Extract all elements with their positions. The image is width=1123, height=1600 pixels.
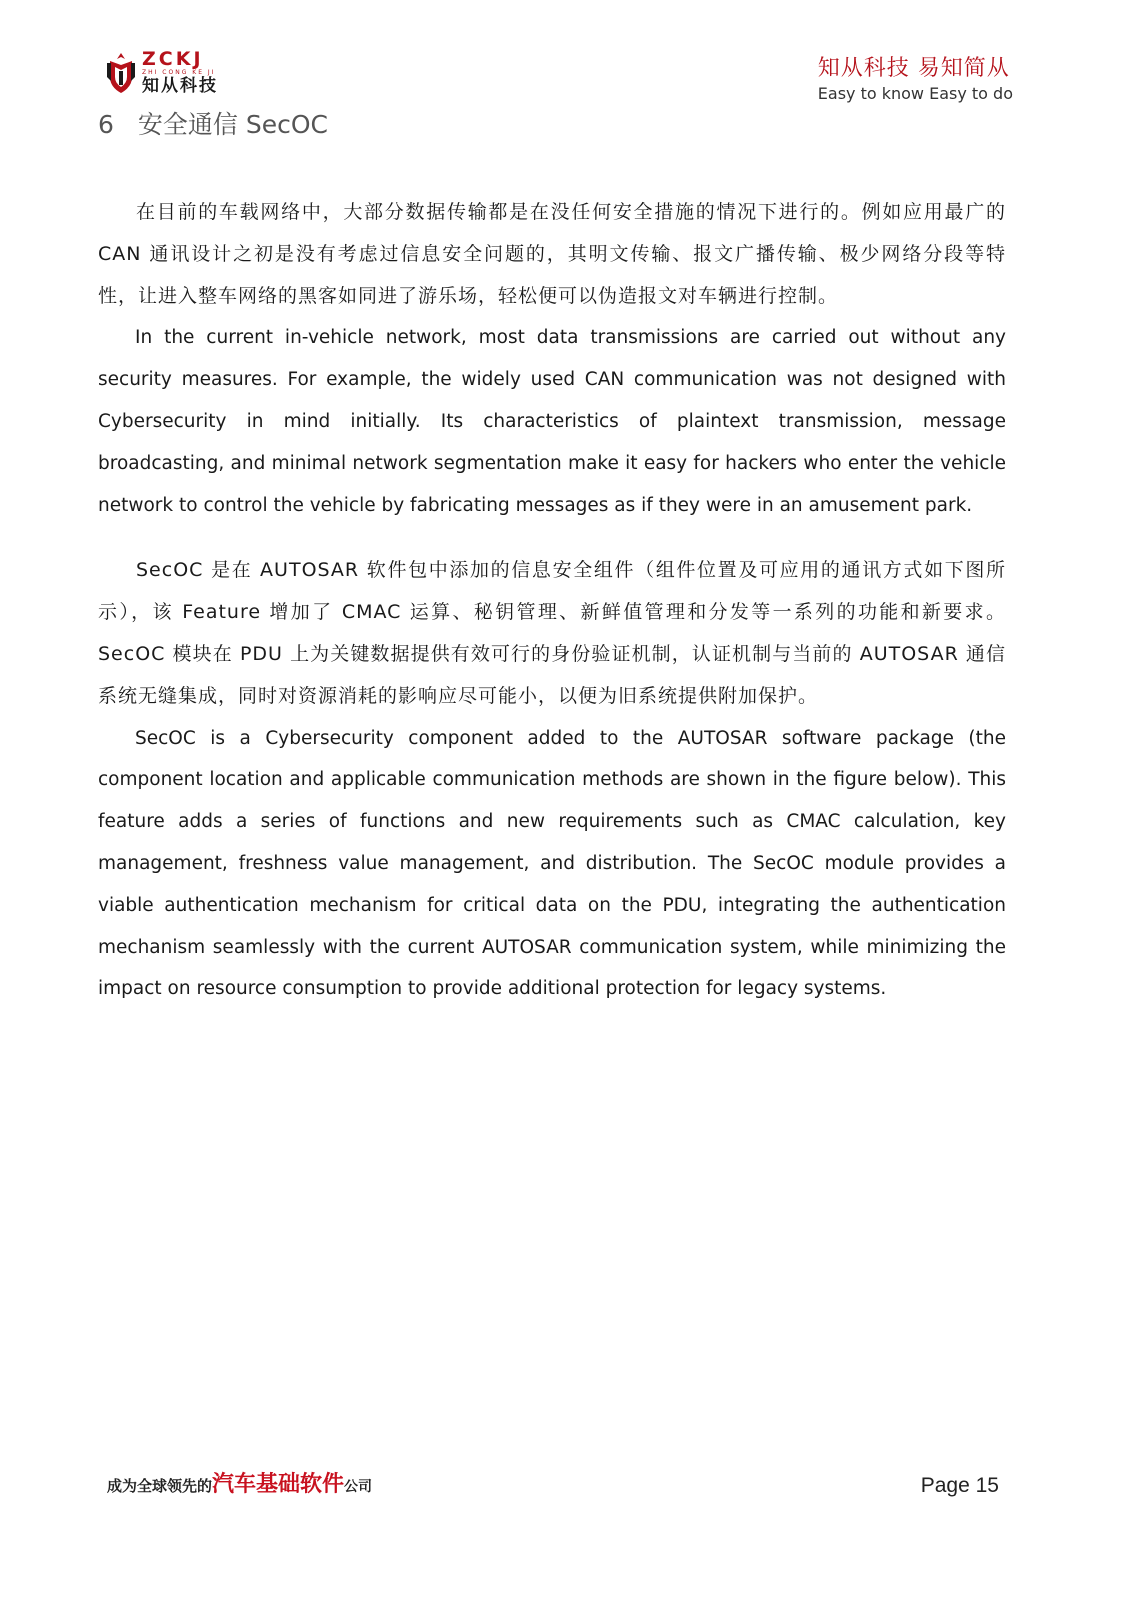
logo-latin-text: ZCKJ xyxy=(142,48,204,70)
footer-tagline-prefix: 成为全球领先的 xyxy=(107,1477,213,1495)
paragraph-cn-1: 在目前的车载网络中，大部分数据传输都是在没任何安全措施的情况下进行的。例如应用最广的 CAN 通讯设计之初是没有考虑过信息安全问题的，其明文传输、报文广播传输、极少网络分段等特性，让进入整车网络的黑客如同进了游乐场，轻松便可以伪造报文对车辆进行控制。 xyxy=(98,201,1006,307)
paragraph-en-2: SecOC is a Cybersecurity component added to the AUTOSAR software package (the component location and applicable communication methods are shown in the figure below). This feature adds a series of functions and new requirements such as CMAC calculation, key management, freshness value management, and distribution. The SecOC module provides a viable authentication mechanism for critical data on the PDU, integrating the authentication mechanism seamlessly with the current AUTOSAR communication system, while minimizing the impact on resource consumption to provide additional protection for legacy systems. xyxy=(98,727,1006,1000)
paragraph-spacer xyxy=(98,526,1006,550)
slogan-chinese: 知从科技 易知简从 xyxy=(817,56,1010,81)
logo-pinyin-text: ZHI CONG KE JI xyxy=(142,69,216,76)
footer-tagline-suffix: 公司 xyxy=(344,1479,373,1495)
header-slogan xyxy=(818,56,1013,104)
section-title-text: 安全通信 SecOC xyxy=(137,110,328,139)
paragraph-cn-2: SecOC 是在 AUTOSAR 软件包中添加的信息安全组件（组件位置及可应用的通讯方式如下图所示），该 Feature 增加了 CMAC 运算、秘钥管理、新鲜值管理和分发等一系列的功能和新要求。SecOC 模块在 PDU 上为关键数据提供有效可行的身份验证机制，认证机制与当前的 AUTOSAR 通信系统无缝集成，同时对资源消耗的影响应尽可能小，以便为旧系统提供附加保护。 xyxy=(98,559,1006,707)
logo-chinese-text: 知从科技 xyxy=(142,76,218,96)
paragraph-en-1: In the current in-vehicle network, most data transmissions are carried out without any security measures. For example, the widely used CAN communication was not designed with Cybersecurity in mind initially. Its characteristics of plaintext transmission, message broadcasting, and minimal network segmentation make it easy for hackers who enter the vehicle network to control the vehicle by fabricating messages as if they were in an amusement park. xyxy=(98,327,1006,516)
footer-tagline xyxy=(107,1470,372,1502)
section-heading xyxy=(98,110,328,140)
body-content xyxy=(98,192,1006,1010)
logo-emblem-icon xyxy=(106,51,136,95)
slogan-english: Easy to know Easy to do xyxy=(817,84,1013,103)
footer-tagline-highlight: 汽车基础软件 xyxy=(212,1472,345,1497)
section-number: 6 xyxy=(98,110,114,139)
page-number: Page 15 xyxy=(920,1474,999,1497)
company-logo xyxy=(106,50,218,96)
